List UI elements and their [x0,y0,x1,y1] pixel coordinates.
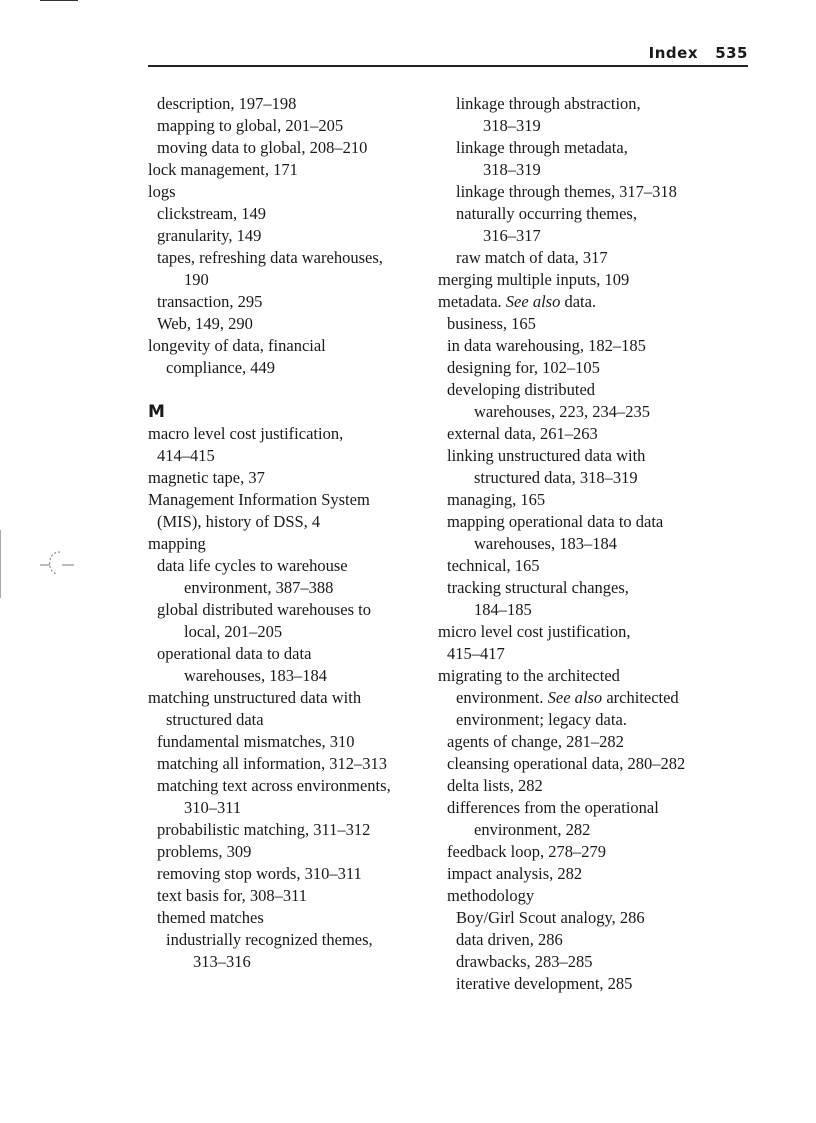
index-entry: raw match of data, 317 [456,248,608,267]
index-entry: 318–319 [483,116,541,135]
index-entry: impact analysis, 282 [447,864,583,883]
index-entry: industrially recognized themes, [166,930,373,949]
index-entry: tapes, refreshing data warehouses, [157,248,383,267]
index-column-left [148,93,423,973]
index-entry: linkage through themes, 317–318 [456,182,677,201]
index-entry: external data, 261–263 [447,424,598,443]
header-rule [148,65,748,67]
index-entry: data driven, 286 [456,930,563,949]
index-entry: global distributed warehouses to [157,600,372,619]
index-entry: text basis for, 308–311 [157,886,307,905]
index-entry: 318–319 [483,160,541,179]
index-entry: drawbacks, 283–285 [456,952,593,971]
index-entry: migrating to the architected [438,666,620,685]
index-entry: description, 197–198 [157,94,297,113]
index-entry: 316–317 [483,226,541,245]
index-entry: environment, 282 [474,820,591,839]
index-entry: naturally occurring themes, [456,204,637,223]
index-entry: local, 201–205 [184,622,283,641]
index-entry: transaction, 295 [157,292,263,311]
index-entry: Management Information System [148,490,370,509]
registration-mark-icon [0,530,80,598]
index-entry: designing for, 102–105 [447,358,600,377]
index-entry: environment. See also architected [456,688,679,707]
index-entry: developing distributed [447,380,596,399]
index-entry: (MIS), history of DSS, 4 [157,512,321,531]
index-entry: structured data, 318–319 [474,468,638,487]
index-entry: Web, 149, 290 [157,314,253,333]
top-corner-rule [40,0,78,1]
index-entry: 184–185 [474,600,532,619]
index-entry: 313–316 [193,952,251,971]
index-entry: Boy/Girl Scout analogy, 286 [456,908,645,927]
index-entry: granularity, 149 [157,226,262,245]
index-entry: mapping operational data to data [447,512,664,531]
see-also-reference: See also [547,688,603,707]
index-entry: mapping to global, 201–205 [157,116,344,135]
index-entry: 415–417 [447,644,505,663]
index-entry: micro level cost justification, [438,622,631,641]
index-entry: lock management, 171 [148,160,298,179]
index-entry: in data warehousing, 182–185 [447,336,646,355]
index-entry: environment; legacy data. [456,710,627,729]
index-entry: technical, 165 [447,556,540,575]
index-entry: data life cycles to warehouse [157,556,348,575]
index-entry: methodology [447,886,535,905]
index-entry: warehouses, 183–184 [474,534,617,553]
index-entry: compliance, 449 [166,358,276,377]
index-entry: delta lists, 282 [447,776,543,795]
index-entry: tracking structural changes, [447,578,629,597]
index-entry: operational data to data [157,644,312,663]
index-entry: matching all information, 312–313 [157,754,388,773]
index-entry: matching unstructured data with [148,688,362,707]
index-entry: logs [148,182,176,201]
index-entry: 310–311 [184,798,242,817]
index-entry: matching text across environments, [157,776,391,795]
index-entry: longevity of data, financial [148,336,326,355]
index-entry: 414–415 [157,446,215,465]
index-entry: metadata. See also data. [438,292,597,311]
index-entry: cleansing operational data, 280–282 [447,754,686,773]
index-column-right [438,93,738,995]
running-header [649,44,748,62]
index-entry: clickstream, 149 [157,204,267,223]
index-entry: differences from the operational [447,798,659,817]
index-entry: environment, 387–388 [184,578,334,597]
index-entry: fundamental mismatches, 310 [157,732,355,751]
index-entry: linkage through abstraction, [456,94,641,113]
index-entry: iterative development, 285 [456,974,633,993]
index-entry: linking unstructured data with [447,446,646,465]
index-entry: moving data to global, 208–210 [157,138,368,157]
index-entry: mapping [148,534,206,553]
index-entry: magnetic tape, 37 [148,468,265,487]
see-also-reference: See also [505,292,561,311]
index-entry: agents of change, 281–282 [447,732,624,751]
page-number: 535 [715,44,748,62]
index-entry: managing, 165 [447,490,546,509]
index-entry: themed matches [157,908,264,927]
index-entry: problems, 309 [157,842,252,861]
index-section-letter: M [148,402,165,422]
index-entry: business, 165 [447,314,536,333]
index-entry: merging multiple inputs, 109 [438,270,630,289]
index-entry: structured data [166,710,264,729]
index-entry: linkage through metadata, [456,138,628,157]
index-entry: warehouses, 183–184 [184,666,327,685]
index-entry: removing stop words, 310–311 [157,864,362,883]
index-entry: 190 [184,270,209,289]
index-entry: feedback loop, 278–279 [447,842,606,861]
index-entry: probabilistic matching, 311–312 [157,820,371,839]
index-entry: warehouses, 223, 234–235 [474,402,650,421]
index-entry: macro level cost justification, [148,424,344,443]
header-title: Index [648,44,699,62]
